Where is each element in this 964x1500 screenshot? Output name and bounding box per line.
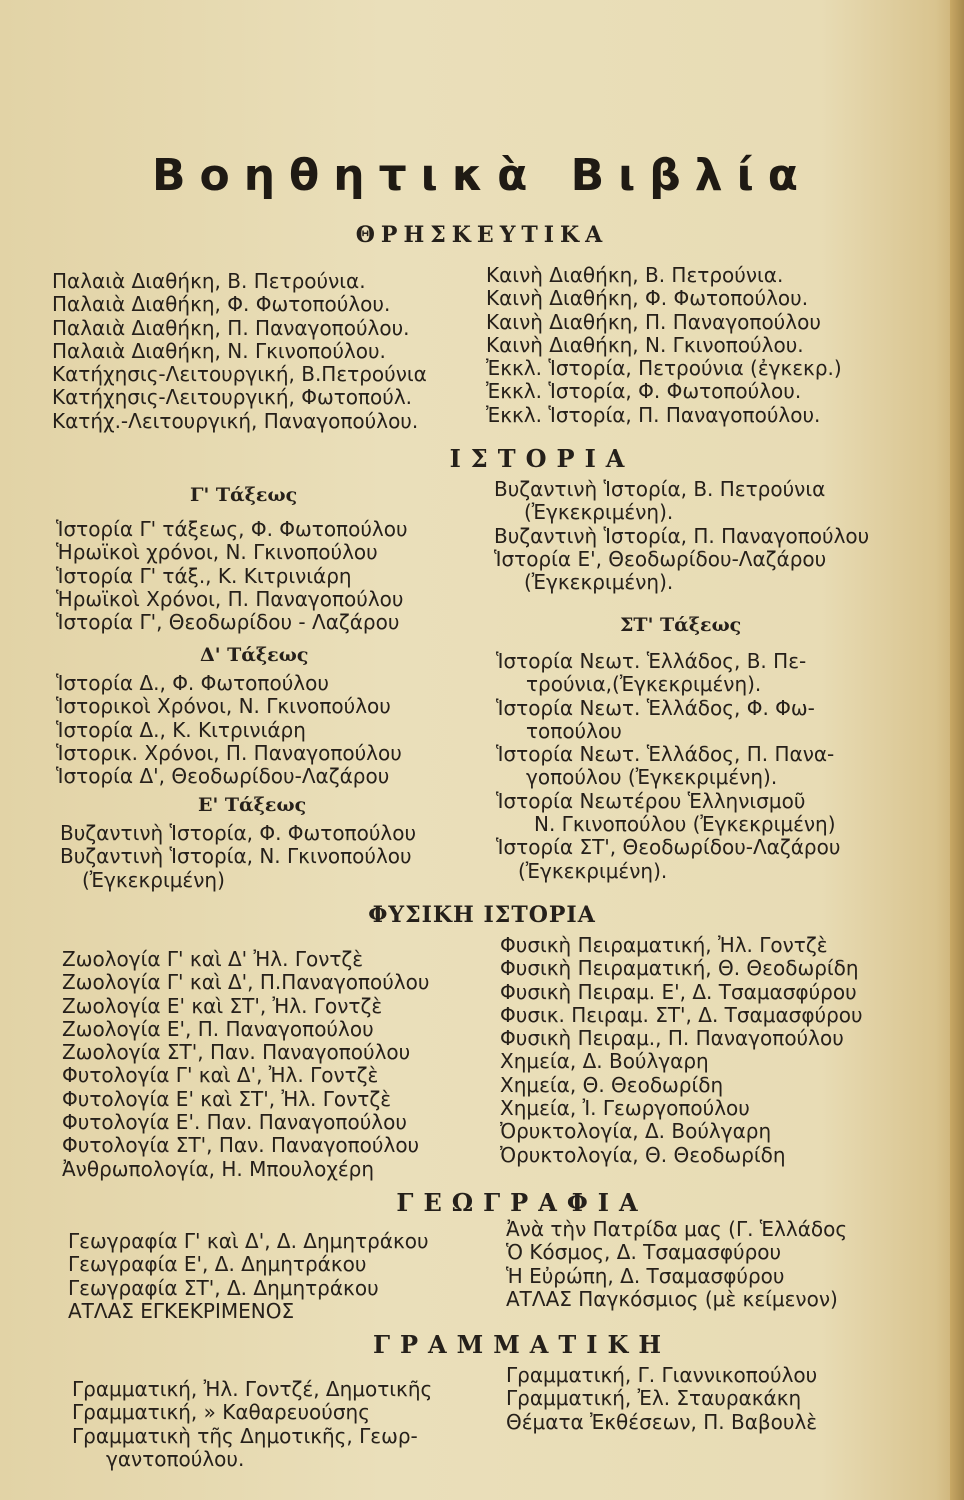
- list-item: Ζωολογία ΣΤ', Παν. Παναγοπούλου: [62, 1040, 411, 1065]
- list-item: Καινὴ Διαθήκη, Β. Πετρούνια.: [486, 263, 784, 287]
- list-item: (Ἐγκεκριμένη).: [524, 570, 674, 595]
- list-item: Φυσικ. Πειραμ. ΣΤ', Δ. Τσαμασφύρου: [500, 1002, 863, 1027]
- list-item: Χημεία, Ἰ. Γεωργοπούλου: [500, 1096, 750, 1121]
- list-item: Φυτολογία ΣΤ', Παν. Παναγοπούλου: [62, 1133, 420, 1158]
- natural-history-left-list: [62, 948, 429, 1181]
- list-item: Καινὴ Διαθήκη, Φ. Φωτοπούλου.: [486, 286, 809, 311]
- grade-d-label: Δ' Τάξεως: [200, 644, 309, 666]
- heading-geography: ΓΕΩΓΡΑΦΙΑ: [396, 1188, 648, 1217]
- list-item: Φυσικὴ Πειραμ. Ε', Δ. Τσαμασφύρου: [500, 979, 857, 1004]
- grade-e-label: Ε' Τάξεως: [198, 794, 307, 816]
- list-item: Καινὴ Διαθήκη, Ν. Γκινοπούλου.: [486, 332, 804, 357]
- list-item: Ὀρυκτολογία, Δ. Βούλγαρη: [500, 1119, 772, 1144]
- history-grade-c-list: [56, 518, 408, 634]
- list-item: Ἱστορία Γ' τάξ., Κ. Κιτρινιάρη: [56, 563, 352, 588]
- list-item: Ἡρωϊκοὶ χρόνοι, Ν. Γκινοπούλου: [56, 540, 378, 565]
- list-item: Φυτολογία Ε' καὶ ΣΤ', Ἠλ. Γοντζὲ: [62, 1086, 392, 1111]
- list-item: Ὁ Κόσμος, Δ. Τσαμασφύρου: [506, 1240, 782, 1265]
- list-item: Φυσικὴ Πειραματική, Θ. Θεοδωρίδη: [500, 956, 859, 981]
- list-item: ΑΤΛΑΣ ΕΓΚΕΚΡΙΜΕΝΟΣ: [68, 1298, 295, 1323]
- list-item: Φυτολογία Ε'. Παν. Παναγοπούλου: [62, 1110, 407, 1135]
- list-item: Γραμματικὴ τῆς Δημοτικῆς, Γεωρ-: [72, 1423, 418, 1448]
- list-item: Ν. Γκινοπούλου (Ἐγκεκριμένη): [534, 812, 836, 837]
- list-item: τρούνια,(Ἐγκεκριμένη).: [526, 672, 762, 697]
- list-item: Ἱστορία Δ., Φ. Φωτοπούλου: [56, 671, 329, 695]
- list-item: (Ἐγκεκριμένη).: [524, 500, 674, 525]
- list-item: Ἐκκλ. Ἱστορία, Φ. Φωτοπούλου.: [486, 379, 802, 404]
- list-item: Φυσικὴ Πειραματική, Ἠλ. Γοντζὲ: [500, 933, 828, 957]
- list-item: ΑΤΛΑΣ Παγκόσμιος (μὲ κείμενον): [506, 1286, 838, 1311]
- list-item: γοπούλου (Ἐγκεκριμένη).: [526, 765, 778, 790]
- geography-left-list: [68, 1230, 429, 1323]
- list-item: Κατήχησις-Λειτουργική, Φωτοπούλ.: [52, 385, 413, 410]
- list-item: Ζωολογία Ε' καὶ ΣΤ', Ἠλ. Γοντζὲ: [62, 993, 383, 1018]
- list-item: Ἱστορία Δ', Θεοδωρίδου-Λαζάρου: [56, 764, 390, 789]
- list-item: Κατήχ.-Λειτουργική, Παναγοπούλου.: [52, 408, 419, 433]
- grammar-right-list: [506, 1364, 817, 1434]
- list-item: Ζωολογία Γ' καὶ Δ', Π.Παναγοπούλου: [62, 970, 430, 995]
- list-item: Ζωολογία Ε', Π. Παναγοπούλου: [62, 1016, 374, 1041]
- history-right-top-list: [494, 478, 869, 594]
- list-item: Ἀνὰ τὴν Πατρίδα μας (Γ. Ἑλλάδος: [506, 1217, 848, 1241]
- list-item: Γεωγραφία Ε', Δ. Δημητράκου: [68, 1252, 367, 1277]
- list-item: Γραμματική, Ἐλ. Σταυρακάκη: [506, 1386, 802, 1411]
- list-item: Φυτολογία Γ' καὶ Δ', Ἠλ. Γοντζὲ: [62, 1063, 379, 1088]
- page-title: Βοηθητικὰ Βιβλία: [151, 150, 813, 201]
- geography-right-list: [506, 1218, 847, 1311]
- list-item: Καινὴ Διαθήκη, Π. Παναγοπούλου: [486, 309, 821, 334]
- list-item: Ἱστορία Νεωτ. Ἑλλάδος, Π. Πανα-: [496, 742, 835, 767]
- list-item: Βυζαντινὴ Ἱστορία, Π. Παναγοπούλου: [494, 523, 870, 548]
- history-grade-d-list: [56, 672, 402, 788]
- list-item: Χημεία, Δ. Βούλγαρη: [500, 1049, 709, 1074]
- list-item: Γραμματική, » Καθαρευούσης: [72, 1400, 370, 1425]
- list-item: Ἡρωϊκοὶ Χρόνοι, Π. Παναγοπούλου: [56, 586, 404, 611]
- list-item: (Ἐγκεκριμένη): [82, 867, 225, 892]
- list-item: Γεωγραφία ΣΤ', Δ. Δημητράκου: [68, 1275, 379, 1300]
- list-item: Παλαιὰ Διαθήκη, Β. Πετρούνια.: [52, 269, 366, 293]
- list-item: Ἱστορία Δ., Κ. Κιτρινιάρη: [56, 717, 306, 742]
- list-item: Ὀρυκτολογία, Θ. Θεοδωρίδη: [500, 1142, 786, 1167]
- history-grade-e-list: [60, 822, 416, 892]
- list-item: Ζωολογία Γ' καὶ Δ' Ἠλ. Γοντζὲ: [62, 947, 364, 971]
- list-item: Ἱστορικοὶ Χρόνοι, Ν. Γκινοπούλου: [56, 694, 391, 719]
- list-item: Ἀνθρωπολογία, Η. Μπουλοχέρη: [62, 1156, 375, 1181]
- list-item: τοπούλου: [526, 718, 622, 743]
- list-item: Ἱστορία Νεωτ. Ἑλλάδος, Β. Πε-: [496, 649, 807, 673]
- list-item: Θέματα Ἐκθέσεων, Π. Βαβουλὲ: [506, 1409, 818, 1434]
- list-item: Γραμματική, Ἠλ. Γοντζέ, Δημοτικῆς: [72, 1377, 433, 1401]
- list-item: Ἱστορία Γ', Θεοδωρίδου - Λαζάρου: [56, 610, 400, 635]
- religion-left-list: [52, 270, 427, 433]
- list-item: Ἱστορία ΣΤ', Θεοδωρίδου-Λαζάρου: [496, 835, 841, 860]
- heading-religion: ΘΡΗΣΚΕΥΤΙΚΑ: [355, 222, 609, 248]
- list-item: Κατήχησις-Λειτουργική, Β.Πετρούνια: [52, 362, 427, 387]
- list-item: Γραμματική, Γ. Γιαννικοπούλου: [506, 1363, 818, 1387]
- list-item: Ἐκκλ. Ἱστορία, Πετρούνια (ἐγκεκρ.): [486, 356, 842, 381]
- heading-grammar: ΓΡΑΜΜΑΤΙΚΗ: [372, 1330, 672, 1359]
- list-item: Ἱστορία Νεωτ. Ἑλλάδος, Φ. Φω-: [496, 695, 815, 720]
- list-item: Ἱστορία Ε', Θεοδωρίδου-Λαζάρου: [494, 546, 827, 571]
- list-item: Παλαιὰ Διαθήκη, Φ. Φωτοπούλου.: [52, 292, 391, 317]
- list-item: Γεωγραφία Γ' καὶ Δ', Δ. Δημητράκου: [68, 1229, 429, 1253]
- list-item: Βυζαντινὴ Ἱστορία, Ν. Γκινοπούλου: [60, 844, 412, 869]
- heading-history: ΙΣΤΟΡΙΑ: [449, 444, 635, 473]
- grammar-left-list: [72, 1378, 432, 1471]
- list-item: Βυζαντινὴ Ἱστορία, Β. Πετρούνια: [494, 477, 826, 501]
- list-item: Χημεία, Θ. Θεοδωρίδη: [500, 1072, 724, 1097]
- list-item: Ἡ Εὐρώπη, Δ. Τσαμασφύρου: [506, 1263, 785, 1288]
- grade-st-label: ΣΤ' Τάξεως: [620, 614, 742, 636]
- list-item: γαντοπούλου.: [106, 1446, 245, 1471]
- list-item: Ἐκκλ. Ἱστορία, Π. Παναγοπούλου.: [486, 402, 821, 427]
- list-item: Παλαιὰ Διαθήκη, Ν. Γκινοπούλου.: [52, 338, 386, 363]
- history-grade-st-list: [496, 650, 840, 883]
- list-item: Βυζαντινὴ Ἱστορία, Φ. Φωτοπούλου: [60, 821, 417, 845]
- list-item: Ἱστορία Γ' τάξεως, Φ. Φωτοπούλου: [56, 517, 408, 541]
- heading-natural-history: ΦΥΣΙΚΗ ΙΣΤΟΡΙΑ: [368, 902, 596, 928]
- religion-right-list: [486, 264, 842, 427]
- list-item: Ἱστορία Νεωτέρου Ἑλληνισμοῦ: [496, 788, 806, 813]
- list-item: Φυσικὴ Πειραμ., Π. Παναγοπούλου: [500, 1026, 844, 1051]
- natural-history-right-list: [500, 934, 863, 1167]
- grade-c-label: Γ' Τάξεως: [190, 484, 298, 506]
- list-item: Ἱστορικ. Χρόνοι, Π. Παναγοπούλου: [56, 740, 402, 765]
- list-item: (Ἐγκεκριμένη).: [518, 858, 668, 883]
- list-item: Παλαιὰ Διαθήκη, Π. Παναγοπούλου.: [52, 315, 410, 340]
